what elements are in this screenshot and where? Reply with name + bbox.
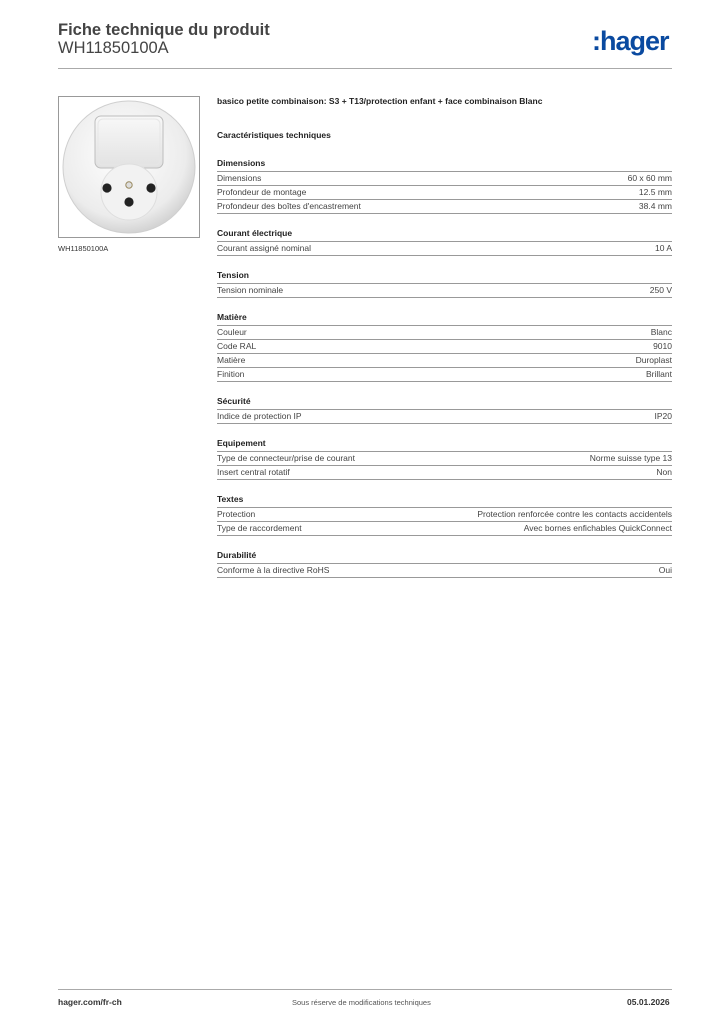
spec-value: Blanc	[650, 327, 672, 337]
spec-row	[217, 200, 672, 214]
image-caption: WH11850100A	[58, 244, 109, 253]
spec-label: Insert central rotatif	[217, 467, 290, 477]
hager-logo: :hager	[592, 26, 669, 56]
specification-content	[217, 95, 672, 578]
spec-row	[217, 242, 672, 256]
spec-section	[217, 158, 672, 214]
spec-row	[217, 172, 672, 186]
spec-label: Tension nominale	[217, 285, 284, 295]
spec-label: Conforme à la directive RoHS	[217, 565, 330, 575]
spec-label: Couleur	[217, 327, 247, 337]
spec-value: 250 V	[649, 285, 672, 295]
spec-label: Protection	[217, 509, 256, 519]
spec-value: Non	[656, 467, 672, 477]
section-title: Tension	[217, 270, 672, 284]
spec-label: Profondeur des boîtes d'encastrement	[217, 201, 361, 211]
spec-row	[217, 564, 672, 578]
product-description: basico petite combinaison: S3 + T13/protection enfant + face combinaison Blanc	[217, 96, 543, 106]
spec-section	[217, 312, 672, 382]
spec-label: Type de connecteur/prise de courant	[217, 453, 355, 463]
spec-row	[217, 508, 672, 522]
spec-label: Profondeur de montage	[217, 187, 307, 197]
footer-date: 05.01.2026	[627, 997, 670, 1007]
spec-row	[217, 284, 672, 298]
product-image	[58, 96, 200, 238]
spec-label: Type de raccordement	[217, 523, 302, 533]
spec-row	[217, 340, 672, 354]
spec-section	[217, 270, 672, 298]
spec-value: 38.4 mm	[638, 201, 672, 211]
footer-divider	[58, 989, 672, 990]
section-title: Courant électrique	[217, 228, 672, 242]
spec-label: Matière	[217, 355, 246, 365]
spec-label: Code RAL	[217, 341, 257, 351]
section-title: Sécurité	[217, 396, 672, 410]
spec-value: IP20	[654, 411, 672, 421]
header-divider	[58, 68, 672, 69]
section-title: Dimensions	[217, 158, 672, 172]
spec-row	[217, 522, 672, 536]
spec-value: Duroplast	[635, 355, 672, 365]
spec-label: Finition	[217, 369, 245, 379]
spec-row	[217, 452, 672, 466]
specification-sections	[217, 158, 672, 578]
spec-label: Courant assigné nominal	[217, 243, 312, 253]
section-title: Matière	[217, 312, 672, 326]
spec-section	[217, 550, 672, 578]
spec-value: 12.5 mm	[638, 187, 672, 197]
product-reference: WH11850100A	[58, 39, 169, 57]
spec-row	[217, 354, 672, 368]
spec-label: Dimensions	[217, 173, 262, 183]
section-title: Textes	[217, 494, 672, 508]
spec-section	[217, 494, 672, 536]
spec-row	[217, 466, 672, 480]
spec-value: 60 x 60 mm	[627, 173, 672, 183]
spec-row	[217, 368, 672, 382]
spec-row	[217, 326, 672, 340]
spec-section	[217, 396, 672, 424]
spec-value: Brillant	[646, 369, 672, 379]
spec-value: 9010	[653, 341, 672, 351]
footer-website: hager.com/fr-ch	[58, 997, 122, 1007]
spec-section	[217, 228, 672, 256]
spec-label: Indice de protection IP	[217, 411, 302, 421]
switch-socket-combination-image	[59, 97, 199, 237]
footer-notice: Sous réserve de modifications techniques	[292, 998, 431, 1007]
spec-row	[217, 186, 672, 200]
spec-value: Norme suisse type 13	[589, 453, 672, 463]
spec-value: Avec bornes enfichables QuickConnect	[523, 523, 672, 533]
spec-value: 10 A	[654, 243, 672, 253]
spec-value: Oui	[658, 565, 672, 575]
document-title: Fiche technique du produit	[58, 21, 270, 39]
spec-value: Protection renforcée contre les contacts accidentels	[477, 509, 672, 519]
characteristics-heading: Caractéristiques techniques	[217, 130, 331, 140]
spec-section	[217, 438, 672, 480]
section-title: Equipement	[217, 438, 672, 452]
spec-row	[217, 410, 672, 424]
section-title: Durabilité	[217, 550, 672, 564]
